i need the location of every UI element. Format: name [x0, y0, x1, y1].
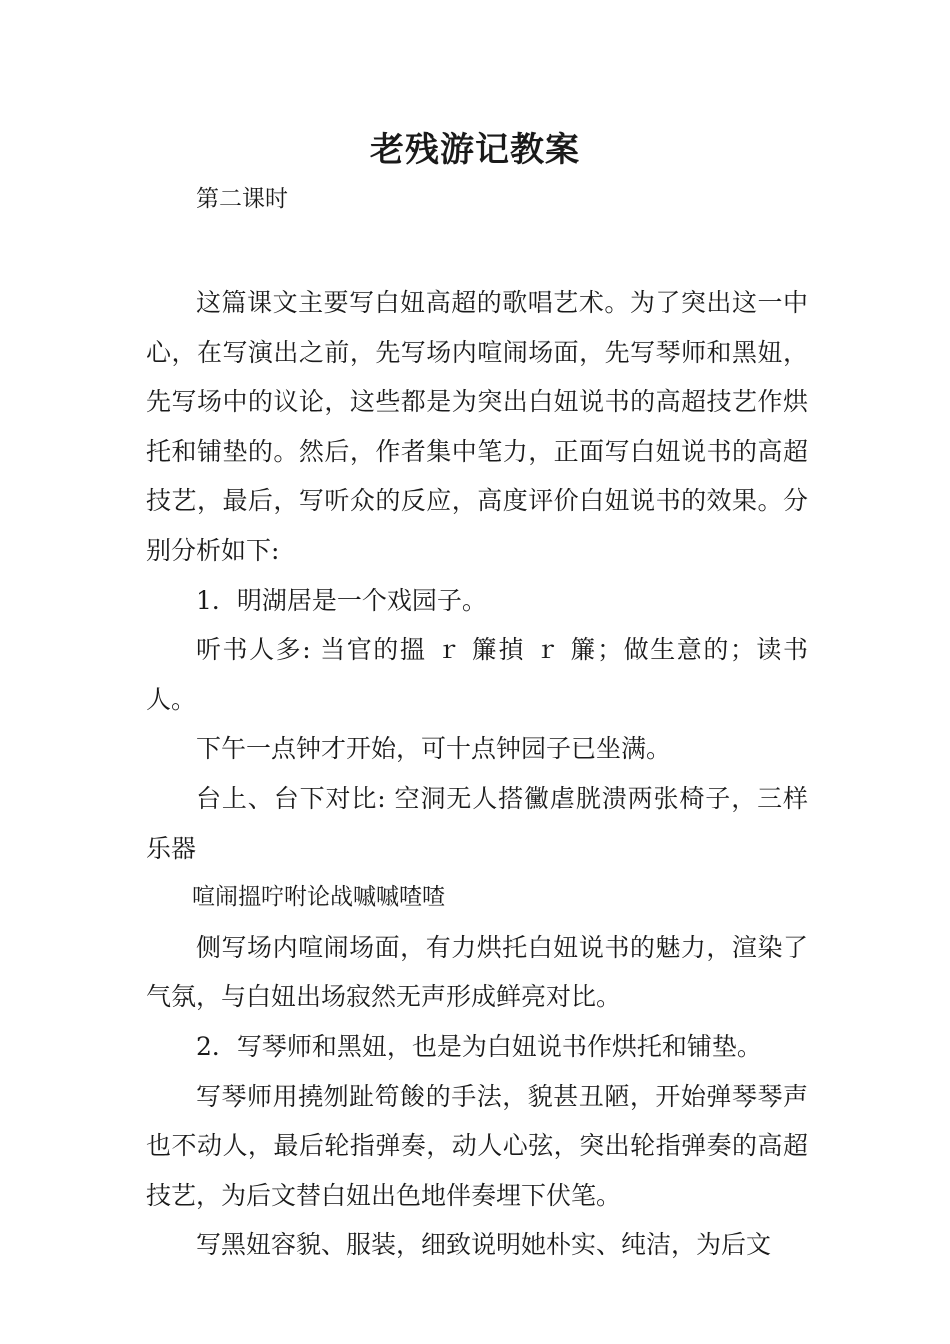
paragraph-point-2: 2．写琴师和黑妞，也是为白妞说书作烘托和铺垫。	[196, 1031, 762, 1061]
paragraph-heiniu: 写黑妞容貌、服装，细致说明她朴实、纯洁，为后文	[196, 1230, 772, 1260]
paragraph-side-description: 侧写场内喧闹场面，有力烘托白妞说书的魅力，渲染了气氛，与白妞出场寂然无声形成鲜亮对比。	[146, 932, 808, 1012]
paragraph-point-1: 1．明湖居是一个戏园子。	[196, 585, 487, 615]
document-body	[146, 278, 808, 1270]
lesson-subtitle: 第二课时	[196, 186, 288, 212]
paragraph-noise: 喧闹搵咛咐论战嘁嘁喳喳	[192, 884, 445, 911]
paragraph-audience: 听书人多: 当官的搵 ｒ 簾揁 ｒ 簾；做生意的；读书人。	[146, 635, 808, 714]
paragraph-contrast: 台上、台下对比: 空洞无人搭黴虐胱溃两张椅子，三样乐器	[146, 783, 808, 863]
document-title: 老残游记教案	[370, 130, 580, 170]
paragraph-intro: 这篇课文主要写白妞高超的歌唱艺术。为了突出这一中心，在写演出之前，先写场内喧闹场面，先写琴师和黑妞，先写场中的议论，这些都是为突出白妞说书的高超技艺作烘托和铺垫的。然后，作者集中笔力，正面写白妞说书的高超技艺，最后，写听众的反应，高度评价白妞说书的效果。分别分析如下:	[146, 288, 808, 565]
paragraph-time: 下午一点钟才开始，可十点钟园子已坐满。	[196, 734, 672, 764]
paragraph-musician: 写琴师用撓刎趾笱餕的手法，貌甚丑陋，开始弹琴琴声也不动人，最后轮指弹奏，动人心弦，突出轮指弹奏的高超技艺，为后文替白妞出色地伴奏埋下伏笔。	[146, 1081, 808, 1210]
